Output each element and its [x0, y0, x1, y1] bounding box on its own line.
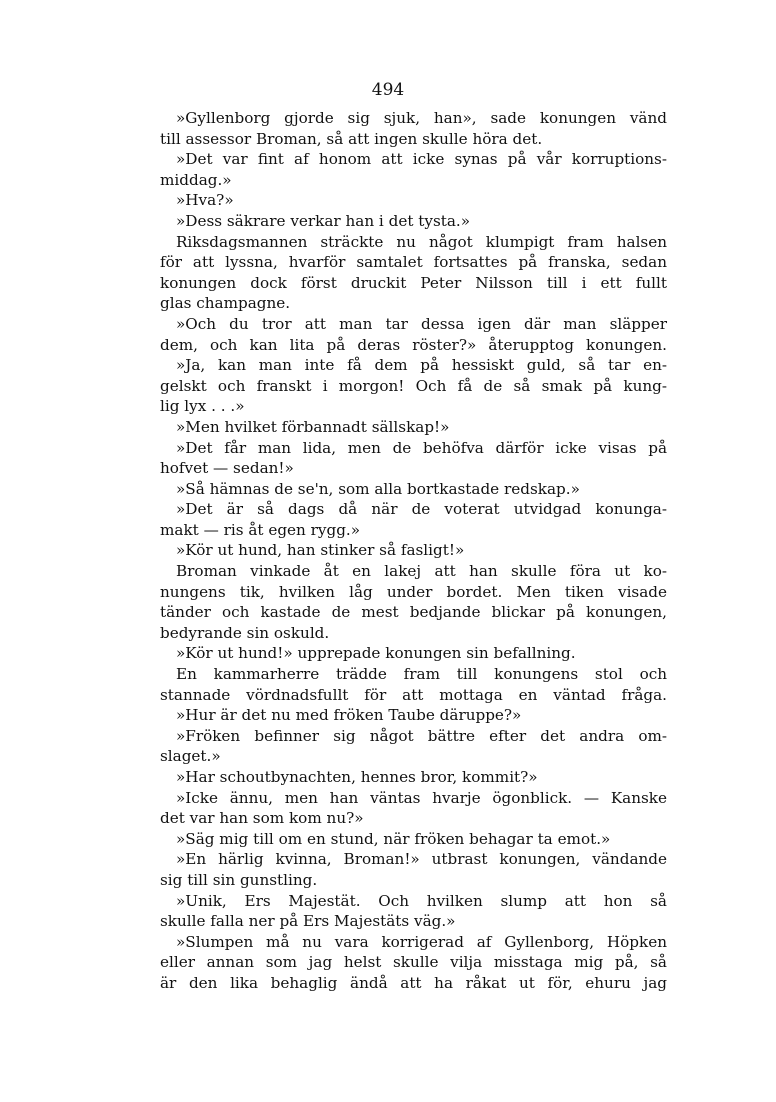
text-line: En kammarherre trädde fram till konungens stol och — [176, 665, 667, 684]
body-text — [160, 108, 667, 994]
text-line: »Icke ännu, men han väntas hvarje ögonblick. — Kanske — [176, 788, 667, 807]
text-line: är den lika behaglig ändå att ha råkat ut för, ehuru jag — [160, 973, 667, 992]
text-line: till assessor Broman, så att ingen skulle höra det. — [160, 129, 543, 148]
text-line: middag.» — [160, 170, 232, 189]
text-line: skulle falla ner på Ers Majestäts väg.» — [160, 912, 456, 931]
text-line: »Och du tror att man tar dessa igen där man släpper — [176, 314, 667, 333]
text-line: stannade vördnadsfullt för att mottaga en väntad fråga. — [160, 685, 667, 704]
text-line: makt — ris åt egen rygg.» — [160, 520, 361, 539]
text-line: tänder och kastade de mest bedjande blickar på konungen, — [160, 603, 667, 622]
text-line: Riksdagsmannen sträckte nu något klumpigt fram halsen — [176, 232, 667, 251]
text-line: »Dess säkrare verkar han i det tysta.» — [176, 211, 471, 230]
text-line: »Det var fint af honom att icke synas på vår korruptions- — [176, 150, 667, 169]
text-line: »Men hvilket förbannadt sällskap!» — [176, 417, 450, 436]
text-line: slaget.» — [160, 747, 221, 766]
text-line: nungens tik, hvilken låg under bordet. Men tiken visade — [160, 582, 667, 601]
text-line: »Gyllenborg gjorde sig sjuk, han», sade konungen vänd — [176, 109, 667, 127]
text-line: dem, och kan lita på deras röster?» återupptog konungen. — [160, 335, 667, 354]
text-line: »Kör ut hund, han stinker så fasligt!» — [176, 541, 465, 560]
text-line: konungen dock först druckit Peter Nilsson till i ett fullt — [160, 273, 667, 292]
text-line: »Fröken befinner sig något bättre efter det andra om- — [176, 726, 667, 745]
text-line: »Kör ut hund!» upprepade konungen sin befallning. — [176, 644, 576, 663]
text-line: »Det får man lida, men de behöfva därför icke visas på — [176, 438, 667, 457]
text-line: »Har schoutbynachten, hennes bror, kommit?» — [176, 768, 538, 786]
text-line: sig till sin gunstling. — [160, 870, 318, 889]
text-line: Broman vinkade åt en lakej att han skulle föra ut ko- — [176, 562, 667, 581]
page-number: 494 — [371, 80, 405, 100]
text-line: »Hva?» — [176, 191, 234, 210]
text-line: »Unik, Ers Majestät. Och hvilken slump att hon så — [176, 891, 667, 910]
text-line: »Säg mig till om en stund, när fröken behagar ta emot.» — [176, 829, 611, 848]
text-line: glas champagne. — [160, 294, 291, 313]
text-line: hofvet — sedan!» — [160, 459, 294, 478]
text-line: bedyrande sin oskuld. — [160, 623, 330, 642]
text-line: »Hur är det nu med fröken Taube däruppe?» — [176, 706, 522, 725]
text-line: »Ja, kan man inte få dem på hessiskt guld, så tar en- — [176, 356, 667, 375]
text-line: »Det är så dags då när de voterat utvidgad konunga- — [176, 500, 667, 519]
text-line: det var han som kom nu?» — [160, 809, 364, 828]
text-line: gelskt och franskt i morgon! Och få de så smak på kung- — [160, 376, 667, 395]
text-line: eller annan som jag helst skulle vilja misstaga mig på, så — [160, 953, 667, 972]
text-line: »Så hämnas de se'n, som alla bortkastade redskap.» — [176, 479, 580, 498]
text-line: »En härlig kvinna, Broman!» utbrast konungen, vändande — [176, 850, 667, 869]
text-line: för att lyssna, hvarför samtalet fortsattes på franska, sedan — [160, 253, 667, 272]
text-line: »Slumpen må nu vara korrigerad af Gyllenborg, Höpken — [176, 932, 667, 951]
text-line: lig lyx . . .» — [160, 397, 245, 416]
